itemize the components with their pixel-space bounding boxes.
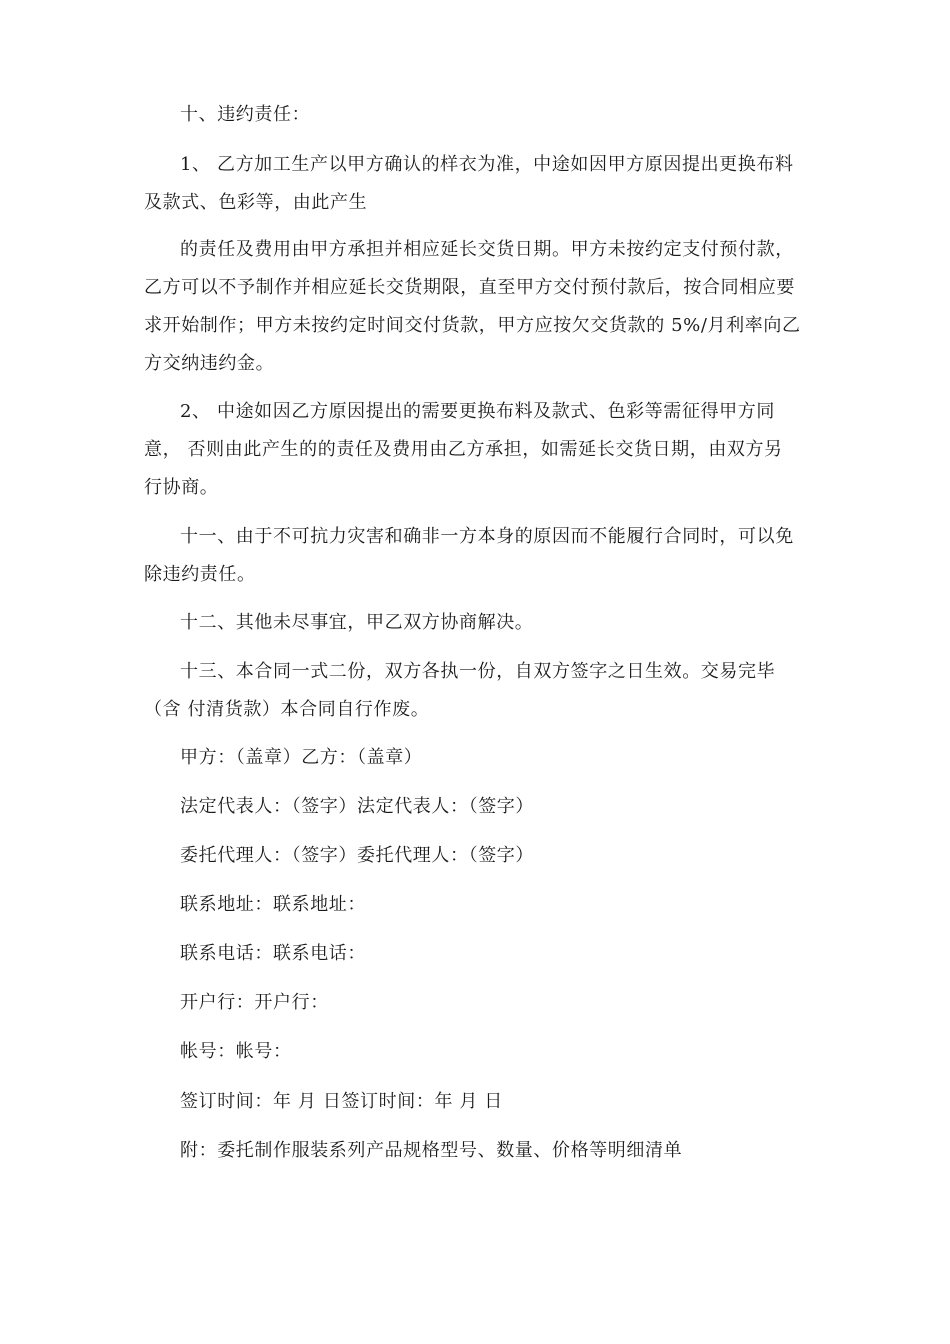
section-heading-11: 十一、由于不可抗力灾害和确非一方本身的原因而不能履行合同时，可以免 xyxy=(180,526,794,547)
paragraph-line: 求开始制作；甲方未按约定时间交付货款，甲方应按欠交货款的 5%/月利率向乙 xyxy=(144,315,801,336)
contact-address-line: 联系地址：联系地址： xyxy=(180,894,366,915)
signature-agent-line: 委托代理人：（签字）委托代理人：（签字） xyxy=(180,845,534,866)
paragraph-line: 行协商。 xyxy=(144,477,219,498)
section-heading-10: 十、违约责任： xyxy=(180,104,311,125)
paragraph-line: 意， 否则由此产生的的责任及费用由乙方承担，如需延长交货日期，由双方另 xyxy=(144,439,783,460)
account-line: 帐号：帐号： xyxy=(180,1041,292,1062)
paragraph-line: 及款式、色彩等，由此产生 xyxy=(144,192,368,213)
paragraph-line: 1、 乙方加工生产以甲方确认的样衣为准，中途如因甲方原因提出更换布料 xyxy=(180,154,794,175)
contact-phone-line: 联系电话：联系电话： xyxy=(180,943,366,964)
bank-line: 开户行：开户行： xyxy=(180,992,329,1013)
signing-date-line: 签订时间：年 月 日签订时间：年 月 日 xyxy=(180,1091,503,1112)
paragraph-line: 除违约责任。 xyxy=(144,564,256,585)
paragraph-line: 方交纳违约金。 xyxy=(144,353,275,374)
paragraph-line: （含 付清货款）本合同自行作废。 xyxy=(144,699,430,720)
appendix-line: 附：委托制作服装系列产品规格型号、数量、价格等明细清单 xyxy=(180,1140,683,1161)
paragraph-line: 的责任及费用由甲方承担并相应延长交货日期。甲方未按约定支付预付款， xyxy=(180,239,794,260)
signature-legal-rep-line: 法定代表人：（签字）法定代表人：（签字） xyxy=(180,796,534,817)
paragraph-line: 乙方可以不予制作并相应延长交货期限，直至甲方交付预付款后，按合同相应要 xyxy=(144,277,795,298)
paragraph-line: 2、 中途如因乙方原因提出的需要更换布料及款式、色彩等需征得甲方同 xyxy=(180,401,775,422)
section-heading-13: 十三、本合同一式二份，双方各执一份，自双方签字之日生效。交易完毕 xyxy=(180,661,776,682)
signature-party-line: 甲方：（盖章）乙方：（盖章） xyxy=(180,747,423,768)
section-heading-12: 十二、其他未尽事宜，甲乙双方协商解决。 xyxy=(180,612,534,633)
